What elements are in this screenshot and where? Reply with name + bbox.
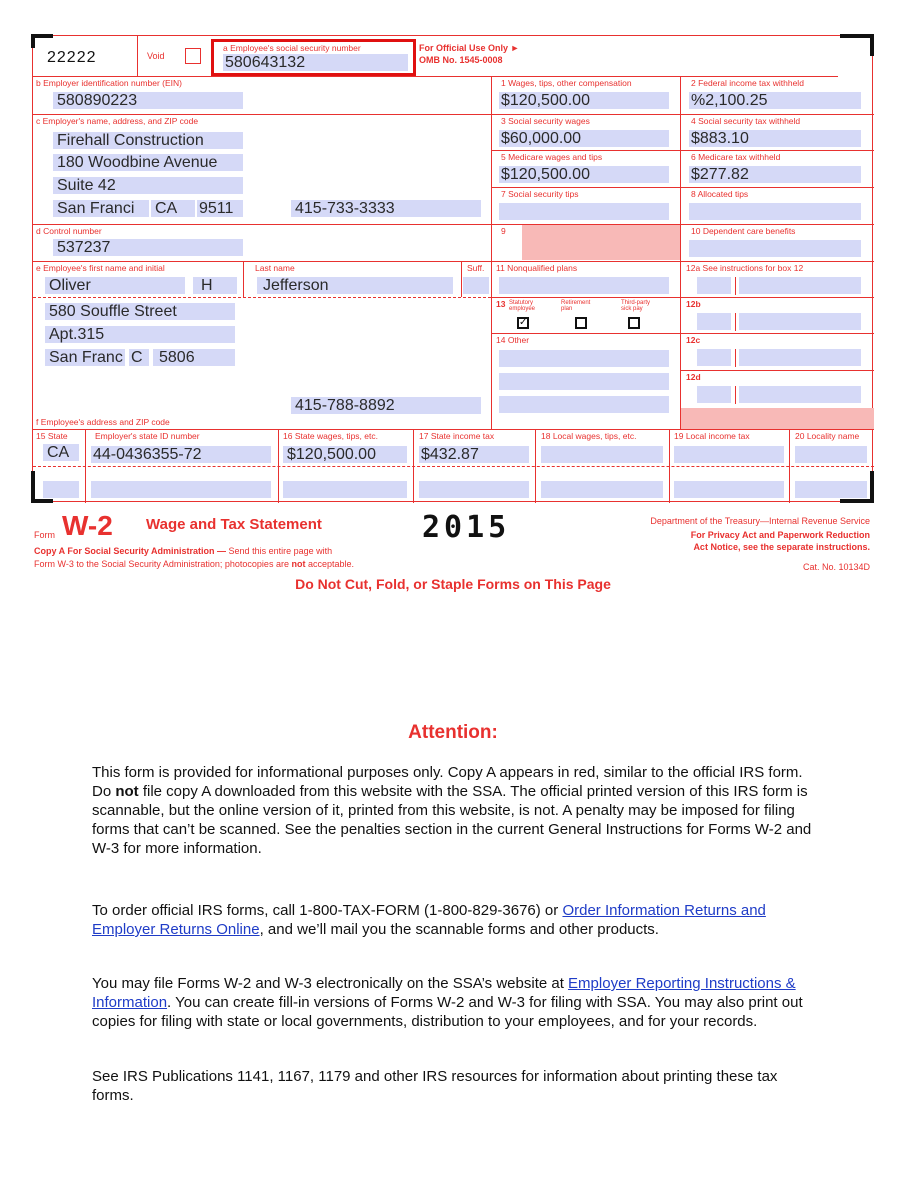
box12d-amount-field[interactable] xyxy=(739,386,861,403)
box7-label: 7 Social security tips xyxy=(501,189,579,199)
box12b-code-field[interactable] xyxy=(697,313,731,330)
employer-phone: 415-733-3333 xyxy=(295,200,395,217)
retirement-plan-checkbox[interactable] xyxy=(575,317,587,329)
box12c-label: 12c xyxy=(686,335,701,345)
box12d-code-field[interactable] xyxy=(697,386,731,403)
box4-label: 4 Social security tax withheld xyxy=(691,116,801,126)
box17-value: $432.87 xyxy=(421,446,479,463)
attention-paragraph-3: You may file Forms W-2 and W-3 electronically on the SSA’s website at Employer Reporting Instructions & Information. You can create fill-in versions of Forms W-2 and W-3 for filing with SSA. You may also print out copies for filing with state or local governments, distribution to your employees, and for your records. xyxy=(92,975,803,1030)
employer-reporting-link[interactable]: Employer Reporting Instructions & Information xyxy=(92,975,796,1011)
attention-title: Attention: xyxy=(408,722,498,743)
box-d-label: d Control number xyxy=(36,226,102,236)
corner-mark xyxy=(840,34,874,56)
tax-year: 2015 xyxy=(422,510,511,545)
box10-field[interactable] xyxy=(689,240,861,257)
box12a-amount-field[interactable] xyxy=(739,277,861,294)
attention-paragraph-1: This form is provided for informational purposes only. Copy A appears in red, similar to the official IRS form. Do not file copy A downloaded from this website with the SSA. The official printed version of this IRS form is scannable, but the online version of it, printed from this website, is not. A penalty may be imposed for filing forms that can’t be scanned. See the penalties section in the current General Instructions for Forms W-2 and W-3 for more information. xyxy=(92,764,812,857)
employer-city: San Franci xyxy=(57,200,135,217)
retirement-plan-label: Retirement plan xyxy=(561,300,591,312)
suffix-field[interactable] xyxy=(463,277,489,294)
privacy-act-notice-2: Act Notice, see the separate instructions. xyxy=(693,542,870,552)
form-title: Wage and Tax Statement xyxy=(146,516,322,533)
control-number: 537237 xyxy=(57,239,111,256)
box18-field-1[interactable] xyxy=(541,446,663,463)
box3-value: $60,000.00 xyxy=(501,130,582,147)
employer-name: Firehall Construction xyxy=(57,132,204,149)
statutory-employee-label: Statutory employee xyxy=(509,300,536,312)
employer-street: 180 Woodbine Avenue xyxy=(57,154,218,171)
form-word: Form xyxy=(34,530,55,540)
do-not-cut-notice: Do Not Cut, Fold, or Staple Forms on This Page xyxy=(295,576,611,592)
box1-value: $120,500.00 xyxy=(501,92,590,109)
box5-value: $120,500.00 xyxy=(501,166,590,183)
box11-label: 11 Nonqualified plans xyxy=(496,263,578,273)
box8-label: 8 Allocated tips xyxy=(691,189,749,199)
box14-field-2[interactable] xyxy=(499,373,669,390)
box18-field-2[interactable] xyxy=(541,481,663,498)
box6-value: $277.82 xyxy=(691,166,749,183)
official-use-label: For Official Use Only ► xyxy=(419,43,520,53)
attention-paragraph-4: See IRS Publications 1141, 1167, 1179 and other IRS resources for information about printing these tax forms. xyxy=(92,1068,778,1104)
box7-field[interactable] xyxy=(499,203,669,220)
w2-form xyxy=(32,35,873,502)
void-label: Void xyxy=(147,51,165,61)
control-code: 22222 xyxy=(47,49,97,66)
box12c-code-field[interactable] xyxy=(697,349,731,366)
corner-mark xyxy=(31,34,53,48)
box14-label: 14 Other xyxy=(496,335,530,345)
box10-label: 10 Dependent care benefits xyxy=(691,226,796,236)
box9-label: 9 xyxy=(501,226,506,236)
box6-label: 6 Medicare tax withheld xyxy=(691,152,781,162)
box20-label: 20 Locality name xyxy=(795,431,860,441)
employee-street: 580 Souffle Street xyxy=(49,303,177,320)
box14-field-1[interactable] xyxy=(499,350,669,367)
box20-field-2[interactable] xyxy=(795,481,867,498)
box-f-label: f Employee's address and ZIP code xyxy=(36,417,170,427)
box9-shaded xyxy=(522,225,680,260)
box12d-label: 12d xyxy=(686,372,701,382)
box12a-code-field[interactable] xyxy=(697,277,731,294)
catalog-number: Cat. No. 10134D xyxy=(802,562,870,572)
box15-label: 15 State xyxy=(36,431,68,441)
attention-paragraph-2: To order official IRS forms, call 1-800-TAX-FORM (1-800-829-3676) or Order Information Returns and Employer Returns Online, and we’ll mail you the scannable forms and other products. xyxy=(92,902,766,938)
copy-a-line1: Copy A For Social Security Administration — Send this entire page with xyxy=(34,546,333,556)
last-name: Jefferson xyxy=(263,277,329,294)
box-c-label: c Employer's name, address, and ZIP code xyxy=(36,116,199,126)
box12b-amount-field[interactable] xyxy=(739,313,861,330)
first-name: Oliver xyxy=(49,277,91,294)
box19-field-1[interactable] xyxy=(674,446,784,463)
box16-label: 16 State wages, tips, etc. xyxy=(283,431,378,441)
employee-zip: 5806 xyxy=(159,349,195,366)
order-info-returns-link[interactable]: Order Information Returns and Employer Returns Online xyxy=(92,902,766,938)
void-checkbox[interactable] xyxy=(185,48,201,64)
box17-label: 17 State income tax xyxy=(419,431,495,441)
box-e-label: e Employee's first name and initial xyxy=(36,263,165,273)
employee-apt: Apt.315 xyxy=(49,326,105,343)
initial: H xyxy=(201,277,213,294)
privacy-act-notice: For Privacy Act and Paperwork Reduction xyxy=(690,530,870,540)
box17-field-2[interactable] xyxy=(419,481,529,498)
box2-label: 2 Federal income tax withheld xyxy=(691,78,804,88)
ein-value: 580890223 xyxy=(57,92,138,109)
box-a-label: a Employee's social security number xyxy=(223,43,361,53)
employee-phone: 415-788-8892 xyxy=(295,397,395,414)
box1-label: 1 Wages, tips, other compensation xyxy=(501,78,632,88)
box4-value: $883.10 xyxy=(691,130,749,147)
employer-suite: Suite 42 xyxy=(57,177,116,194)
dept-treasury: Department of the Treasury—Internal Revenue Service xyxy=(650,516,870,526)
copy-a-line2: Form W-3 to the Social Security Administration; photocopies are not acceptable. xyxy=(34,559,355,569)
sick-pay-checkbox[interactable] xyxy=(628,317,640,329)
box8-field[interactable] xyxy=(689,203,861,220)
state-id-value: 44-0436355-72 xyxy=(93,446,202,463)
box19-label: 19 Local income tax xyxy=(674,431,750,441)
box12c-amount-field[interactable] xyxy=(739,349,861,366)
employee-state: C xyxy=(131,349,143,366)
box-b-label: b Employer identification number (EIN) xyxy=(36,78,182,88)
initial-field[interactable] xyxy=(193,277,237,294)
last-name-label: Last name xyxy=(255,263,295,273)
state-value: CA xyxy=(47,444,70,461)
box5-label: 5 Medicare wages and tips xyxy=(501,152,603,162)
statutory-employee-checkbox[interactable]: ✓ xyxy=(519,317,528,328)
employer-zip: 9511 xyxy=(199,200,234,217)
ssn-value: 580643132 xyxy=(225,54,306,71)
form-name: W-2 xyxy=(62,510,113,541)
box2-value: %2,100.25 xyxy=(691,92,768,109)
box18-label: 18 Local wages, tips, etc. xyxy=(541,431,637,441)
box11-field[interactable] xyxy=(499,277,669,294)
state-id-field-2[interactable] xyxy=(91,481,271,498)
box20-field-1[interactable] xyxy=(795,446,867,463)
employer-state: CA xyxy=(155,200,178,217)
box14-field-3[interactable] xyxy=(499,396,669,413)
box12a-label: 12a See instructions for box 12 xyxy=(686,263,804,273)
box16-value: $120,500.00 xyxy=(287,446,376,463)
suff-label: Suff. xyxy=(467,263,485,273)
box19-field-2[interactable] xyxy=(674,481,784,498)
box12b-label: 12b xyxy=(686,299,701,309)
state-field-2[interactable] xyxy=(43,481,79,498)
third-party-sick-pay-label: Third-party sick pay xyxy=(621,300,651,312)
box3-label: 3 Social security wages xyxy=(501,116,590,126)
box12-shaded xyxy=(681,408,874,429)
state-id-label: Employer's state ID number xyxy=(95,431,200,441)
box13-label: 13 xyxy=(496,299,506,309)
employee-city: San Franc xyxy=(49,349,123,366)
box16-field-2[interactable] xyxy=(283,481,407,498)
omb-number: OMB No. 1545-0008 xyxy=(419,55,503,65)
